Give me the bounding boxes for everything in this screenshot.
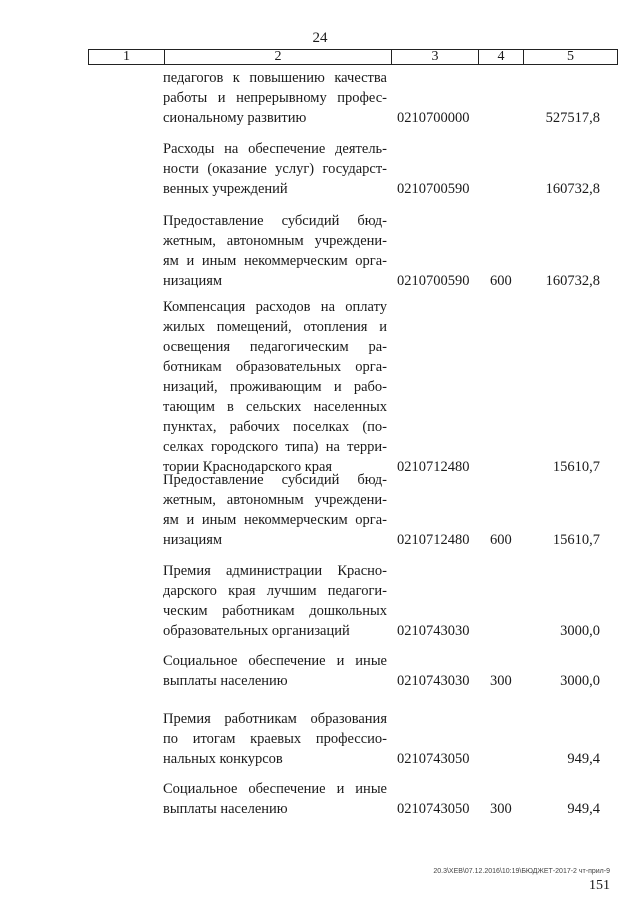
page-number-bottom: 151 <box>589 878 610 893</box>
row-code: 0210700000 <box>397 110 470 126</box>
description-line: тории Краснодарского края <box>163 459 333 475</box>
row-description <box>163 139 387 199</box>
row-amount: 527517,8 <box>545 110 600 126</box>
page-number-top: 24 <box>312 30 328 46</box>
description-line: освещения педагогическим ра- <box>163 339 387 355</box>
row-amount: 3000,0 <box>560 673 600 689</box>
description-line: выплаты населению <box>163 673 288 689</box>
description-line: ботникам образовательных орга- <box>163 359 387 375</box>
description-line: Компенсация расходов на оплату <box>163 299 387 315</box>
description-line: по итогам краевых профессио- <box>163 731 387 747</box>
row-amount: 15610,7 <box>552 459 600 475</box>
description-line: низациям <box>163 532 223 548</box>
description-line: ности (оказание услуг) государст- <box>163 161 387 177</box>
header-col-2: 2 <box>165 50 392 64</box>
description-line: ческим работникам дошкольных <box>163 603 387 619</box>
description-line: жетным, автономным учреждени- <box>163 492 387 508</box>
row-amount: 15610,7 <box>552 532 600 548</box>
row-description <box>163 297 387 477</box>
description-line: Расходы на обеспечение деятель- <box>163 141 387 157</box>
row-expense-kind: 300 <box>490 673 512 689</box>
row-code: 0210712480 <box>397 532 470 548</box>
description-line: тающим в сельских населенных <box>163 399 387 415</box>
row-code: 0210743030 <box>397 673 470 689</box>
row-description <box>163 211 387 291</box>
description-line: ям и иным некоммерческим орга- <box>163 512 387 528</box>
description-line: жетным, автономным учреждени- <box>163 233 387 249</box>
row-description <box>163 779 387 819</box>
row-amount: 160732,8 <box>545 181 600 197</box>
description-line: Предоставление субсидий бюд- <box>163 472 387 488</box>
description-line: образовательных организаций <box>163 623 350 639</box>
description-line: нальных конкурсов <box>163 751 283 767</box>
description-line: выплаты населению <box>163 801 288 817</box>
description-line: работы и непрерывному профес- <box>163 90 387 106</box>
description-line: низаций, проживающим и рабо- <box>163 379 387 395</box>
description-line: Социальное обеспечение и иные <box>163 781 387 797</box>
description-line: селках городского типа) на терри- <box>163 439 387 455</box>
description-line: педагогов к повышению качества <box>163 70 387 86</box>
row-expense-kind: 600 <box>490 532 512 548</box>
row-amount: 949,4 <box>567 751 600 767</box>
description-line: ям и иным некоммерческим орга- <box>163 253 387 269</box>
row-description <box>163 68 387 128</box>
row-expense-kind: 300 <box>490 801 512 817</box>
row-description <box>163 709 387 769</box>
row-code: 0210712480 <box>397 459 470 475</box>
header-col-1: 1 <box>89 50 165 64</box>
description-line: дарского края лучшим педагоги- <box>163 583 387 599</box>
row-amount: 3000,0 <box>560 623 600 639</box>
header-col-3: 3 <box>392 50 479 64</box>
row-amount: 949,4 <box>567 801 600 817</box>
header-col-4: 4 <box>479 50 524 64</box>
row-description <box>163 470 387 550</box>
row-code: 0210743050 <box>397 801 470 817</box>
description-line: пунктах, рабочих поселках (по- <box>163 419 387 435</box>
description-line: сиональному развитию <box>163 110 307 126</box>
row-description <box>163 561 387 641</box>
row-amount: 160732,8 <box>545 273 600 289</box>
description-line: Премия администрации Красно- <box>163 563 387 579</box>
row-expense-kind: 600 <box>490 273 512 289</box>
header-col-5: 5 <box>567 49 574 64</box>
description-line: венных учреждений <box>163 181 288 197</box>
description-line: Предоставление субсидий бюд- <box>163 213 387 229</box>
row-code: 0210700590 <box>397 273 470 289</box>
row-code: 0210743030 <box>397 623 470 639</box>
row-description <box>163 651 387 691</box>
footer-stamp: 20.3\ХЕВ\07.12.2016\10:19\БЮДЖЕТ-2017-2 чт-прил-9 <box>433 868 610 875</box>
description-line: Премия работникам образования <box>163 711 387 727</box>
description-line: низациям <box>163 273 223 289</box>
description-line: Социальное обеспечение и иные <box>163 653 387 669</box>
row-code: 0210743050 <box>397 751 470 767</box>
description-line: жилых помещений, отопления и <box>163 319 387 335</box>
row-code: 0210700590 <box>397 181 470 197</box>
